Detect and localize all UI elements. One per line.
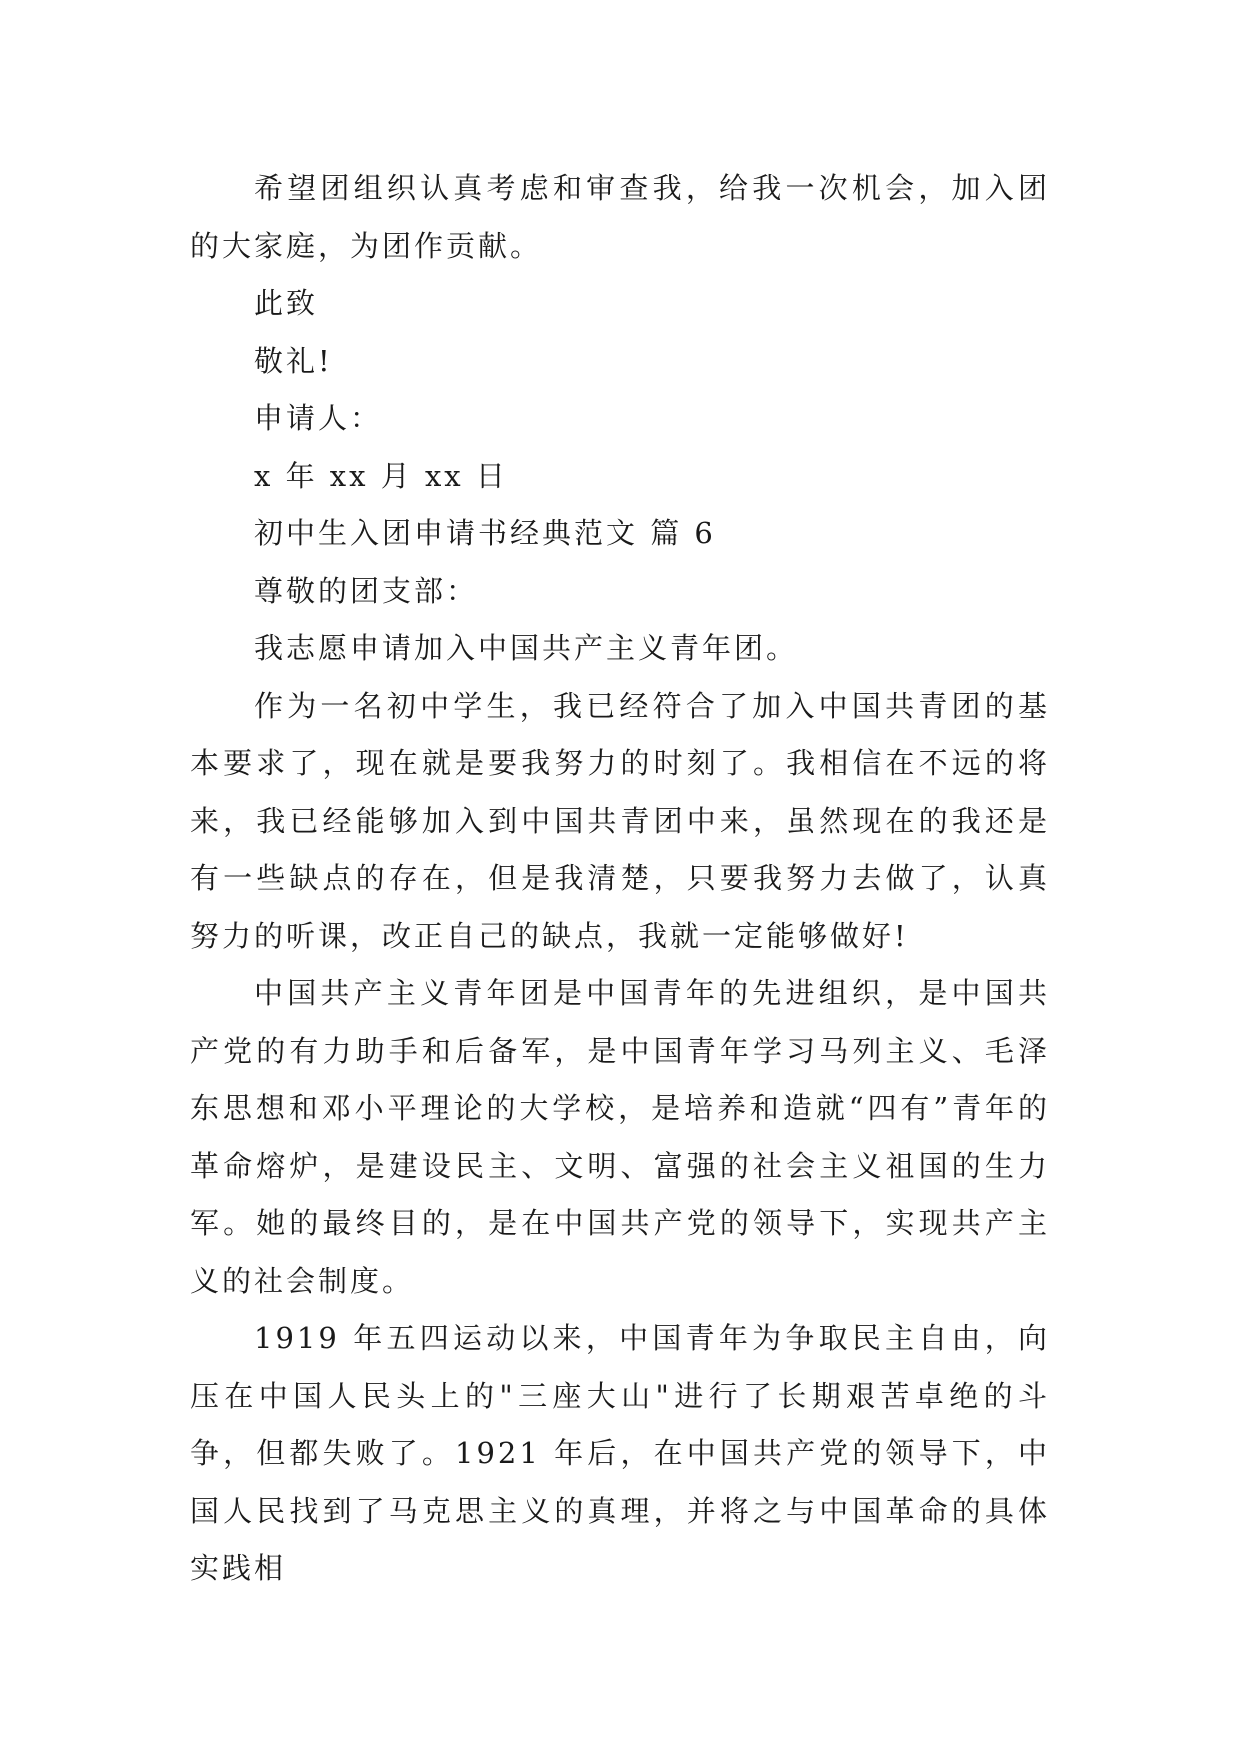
greeting: 尊敬的团支部： — [254, 573, 479, 608]
salutation-cizhi: 此致 — [254, 286, 319, 320]
paragraph-history: 1919 年五四运动以来，中国青年为争取民主自由，向压在中国人民头上的"三座大山"进行了长期艰苦卓绝的斗争，但都失败了。1921 年后，在中国共产党的领导下，中国人民找到了马克思主义的真理，并将之与中国革命的具体实践相 — [190, 1321, 1050, 1585]
salutation-jingli: 敬礼! — [254, 343, 333, 378]
document-body — [190, 160, 1050, 1598]
paragraph-closing-wish: 希望团组织认真考虑和审查我，给我一次机会，加入团的大家庭，为团作贡献。 — [190, 171, 1050, 263]
date-line: x 年 xx 月 xx 日 — [254, 458, 508, 493]
paragraph-self-assessment: 作为一名初中学生，我已经符合了加入中国共青团的基本要求了，现在就是要我努力的时刻了。我相信在不远的将来，我已经能够加入到中国共青团中来，虽然现在的我还是有一些缺点的存在，但是我清楚，只要我努力去做了，认真努力的听课，改正自己的缺点，我就一定能够做好! — [190, 688, 1050, 953]
paragraph-league-description: 中国共产主义青年团是中国青年的先进组织，是中国共产党的有力助手和后备军，是中国青年学习马列主义、毛泽东思想和邓小平理论的大学校，是培养和造就“四有”青年的革命熔炉，是建设民主、文明、富强的社会主义祖国的生力军。她的最终目的，是在中国共产党的领导下，实现共产主义的社会制度。 — [190, 976, 1050, 1298]
section-title: 初中生入团申请书经典范文 篇 6 — [254, 516, 716, 550]
applicant-label: 申请人： — [254, 401, 383, 435]
paragraph-intent: 我志愿申请加入中国共产主义青年团。 — [254, 631, 799, 665]
